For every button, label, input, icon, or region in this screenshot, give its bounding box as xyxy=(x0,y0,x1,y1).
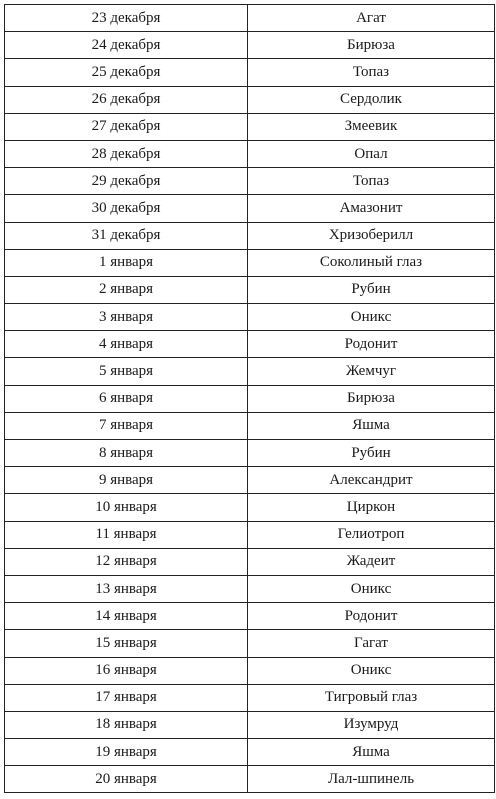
date-cell: 25 декабря xyxy=(5,59,248,86)
stone-cell: Змеевик xyxy=(248,113,495,140)
date-cell: 3 января xyxy=(5,304,248,331)
stone-cell: Яшма xyxy=(248,739,495,766)
table-row xyxy=(5,494,495,521)
table-row xyxy=(5,603,495,630)
date-cell: 9 января xyxy=(5,467,248,494)
stone-cell: Агат xyxy=(248,5,495,32)
stone-cell: Изумруд xyxy=(248,711,495,738)
date-cell: 27 декабря xyxy=(5,113,248,140)
table-row xyxy=(5,766,495,793)
date-cell: 1 января xyxy=(5,249,248,276)
date-cell: 29 декабря xyxy=(5,168,248,195)
table-row xyxy=(5,467,495,494)
table-row xyxy=(5,249,495,276)
date-cell: 17 января xyxy=(5,684,248,711)
table-row xyxy=(5,276,495,303)
table-row xyxy=(5,684,495,711)
date-cell: 24 декабря xyxy=(5,32,248,59)
stone-cell: Яшма xyxy=(248,412,495,439)
date-cell: 10 января xyxy=(5,494,248,521)
date-cell: 6 января xyxy=(5,385,248,412)
stone-cell: Гелиотроп xyxy=(248,521,495,548)
date-cell: 8 января xyxy=(5,440,248,467)
table-row xyxy=(5,195,495,222)
date-cell: 19 января xyxy=(5,739,248,766)
date-cell: 16 января xyxy=(5,657,248,684)
table-row xyxy=(5,385,495,412)
stone-cell: Соколиный глаз xyxy=(248,249,495,276)
date-cell: 7 января xyxy=(5,412,248,439)
table-row xyxy=(5,5,495,32)
stone-cell: Родонит xyxy=(248,331,495,358)
date-cell: 28 декабря xyxy=(5,140,248,167)
stone-cell: Хризоберилл xyxy=(248,222,495,249)
date-cell: 23 декабря xyxy=(5,5,248,32)
stone-cell: Жадеит xyxy=(248,548,495,575)
date-cell: 14 января xyxy=(5,603,248,630)
date-cell: 4 января xyxy=(5,331,248,358)
stone-cell: Тигровый глаз xyxy=(248,684,495,711)
birthstone-table xyxy=(4,4,495,793)
stone-cell: Сердолик xyxy=(248,86,495,113)
stone-cell: Александрит xyxy=(248,467,495,494)
table-row xyxy=(5,521,495,548)
table-row xyxy=(5,575,495,602)
table-row xyxy=(5,630,495,657)
table-row xyxy=(5,32,495,59)
table-row xyxy=(5,140,495,167)
table-row xyxy=(5,412,495,439)
table-row xyxy=(5,113,495,140)
date-cell: 31 декабря xyxy=(5,222,248,249)
date-cell: 20 января xyxy=(5,766,248,793)
table-row xyxy=(5,548,495,575)
stone-cell: Бирюза xyxy=(248,32,495,59)
table-row xyxy=(5,59,495,86)
stone-cell: Жемчуг xyxy=(248,358,495,385)
table-row xyxy=(5,711,495,738)
date-cell: 30 декабря xyxy=(5,195,248,222)
table-row xyxy=(5,331,495,358)
stone-cell: Оникс xyxy=(248,657,495,684)
date-cell: 11 января xyxy=(5,521,248,548)
date-cell: 12 января xyxy=(5,548,248,575)
stone-cell: Бирюза xyxy=(248,385,495,412)
table-row xyxy=(5,739,495,766)
stone-cell: Рубин xyxy=(248,440,495,467)
table-row xyxy=(5,440,495,467)
table-row xyxy=(5,657,495,684)
stone-cell: Гагат xyxy=(248,630,495,657)
stone-cell: Амазонит xyxy=(248,195,495,222)
stone-cell: Лал-шпинель xyxy=(248,766,495,793)
table-row xyxy=(5,222,495,249)
table-row xyxy=(5,86,495,113)
table-body xyxy=(5,5,495,793)
stone-cell: Опал xyxy=(248,140,495,167)
table-row xyxy=(5,358,495,385)
date-cell: 13 января xyxy=(5,575,248,602)
stone-cell: Топаз xyxy=(248,168,495,195)
stone-cell: Оникс xyxy=(248,304,495,331)
stone-cell: Циркон xyxy=(248,494,495,521)
stone-cell: Оникс xyxy=(248,575,495,602)
stone-cell: Рубин xyxy=(248,276,495,303)
stone-cell: Топаз xyxy=(248,59,495,86)
date-cell: 15 января xyxy=(5,630,248,657)
date-cell: 5 января xyxy=(5,358,248,385)
date-cell: 26 декабря xyxy=(5,86,248,113)
date-cell: 2 января xyxy=(5,276,248,303)
date-cell: 18 января xyxy=(5,711,248,738)
stone-cell: Родонит xyxy=(248,603,495,630)
table-row xyxy=(5,168,495,195)
table-row xyxy=(5,304,495,331)
